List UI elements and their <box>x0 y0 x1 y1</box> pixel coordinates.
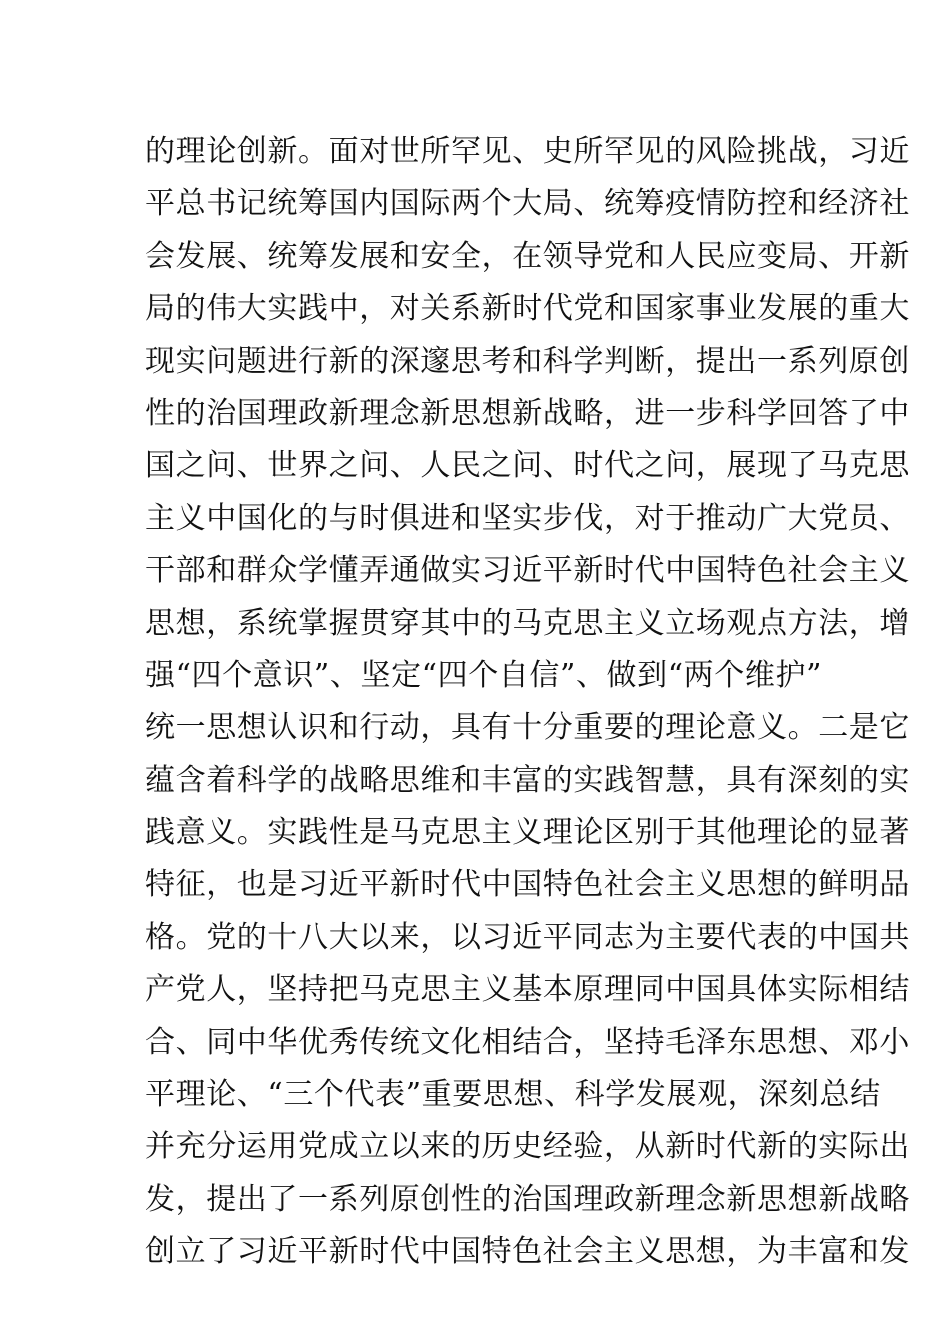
text-line: 局的伟大实践中，对关系新时代党和国家事业发展的重大 <box>145 291 910 327</box>
text-line: 平理论、“三个代表”重要思想、科学发展观，深刻总结 <box>145 1077 881 1113</box>
text-line: 国之问、世界之问、人民之问、时代之问，展现了马克思 <box>145 448 910 484</box>
body-paragraph <box>145 126 910 1279</box>
text-line: 发，提出了一系列原创性的治国理政新理念新思想新战略 <box>145 1181 910 1217</box>
text-line: 会发展、统筹发展和安全，在领导党和人民应变局、开新 <box>145 238 910 274</box>
text-line: 统一思想认识和行动，具有十分重要的理论意义。二是它 <box>145 710 910 746</box>
text-line: 创立了习近平新时代中国特色社会主义思想，为丰富和发 <box>145 1234 910 1270</box>
text-line: 主义中国化的与时俱进和坚实步伐，对于推动广大党员、 <box>145 500 910 536</box>
text-line: 合、同中华优秀传统文化相结合，坚持毛泽东思想、邓小 <box>145 1024 910 1060</box>
text-line: 的理论创新。面对世所罕见、史所罕见的风险挑战，习近 <box>145 134 910 169</box>
text-line: 强“四个意识”、坚定“四个自信”、做到“两个维护” <box>145 657 823 693</box>
text-line: 干部和群众学懂弄通做实习近平新时代中国特色社会主义 <box>145 553 910 589</box>
text-line: 格。党的十八大以来，以习近平同志为主要代表的中国共 <box>145 919 910 955</box>
text-line: 特征，也是习近平新时代中国特色社会主义思想的鲜明品 <box>145 867 910 903</box>
text-line: 现实问题进行新的深邃思考和科学判断，提出一系列原创 <box>145 343 910 379</box>
text-line: 性的治国理政新理念新思想新战略，进一步科学回答了中 <box>145 395 910 431</box>
text-line: 并充分运用党成立以来的历史经验，从新时代新的实际出 <box>145 1129 910 1165</box>
text-line: 蕴含着科学的战略思维和丰富的实践智慧，具有深刻的实 <box>145 762 910 798</box>
text-line: 平总书记统筹国内国际两个大局、统筹疫情防控和经济社 <box>145 186 910 222</box>
text-line: 产党人，坚持把马克思主义基本原理同中国具体实际相结 <box>145 972 910 1008</box>
text-line: 践意义。实践性是马克思主义理论区别于其他理论的显著 <box>145 815 910 851</box>
text-line: 思想，系统掌握贯穿其中的马克思主义立场观点方法，增 <box>145 605 910 641</box>
